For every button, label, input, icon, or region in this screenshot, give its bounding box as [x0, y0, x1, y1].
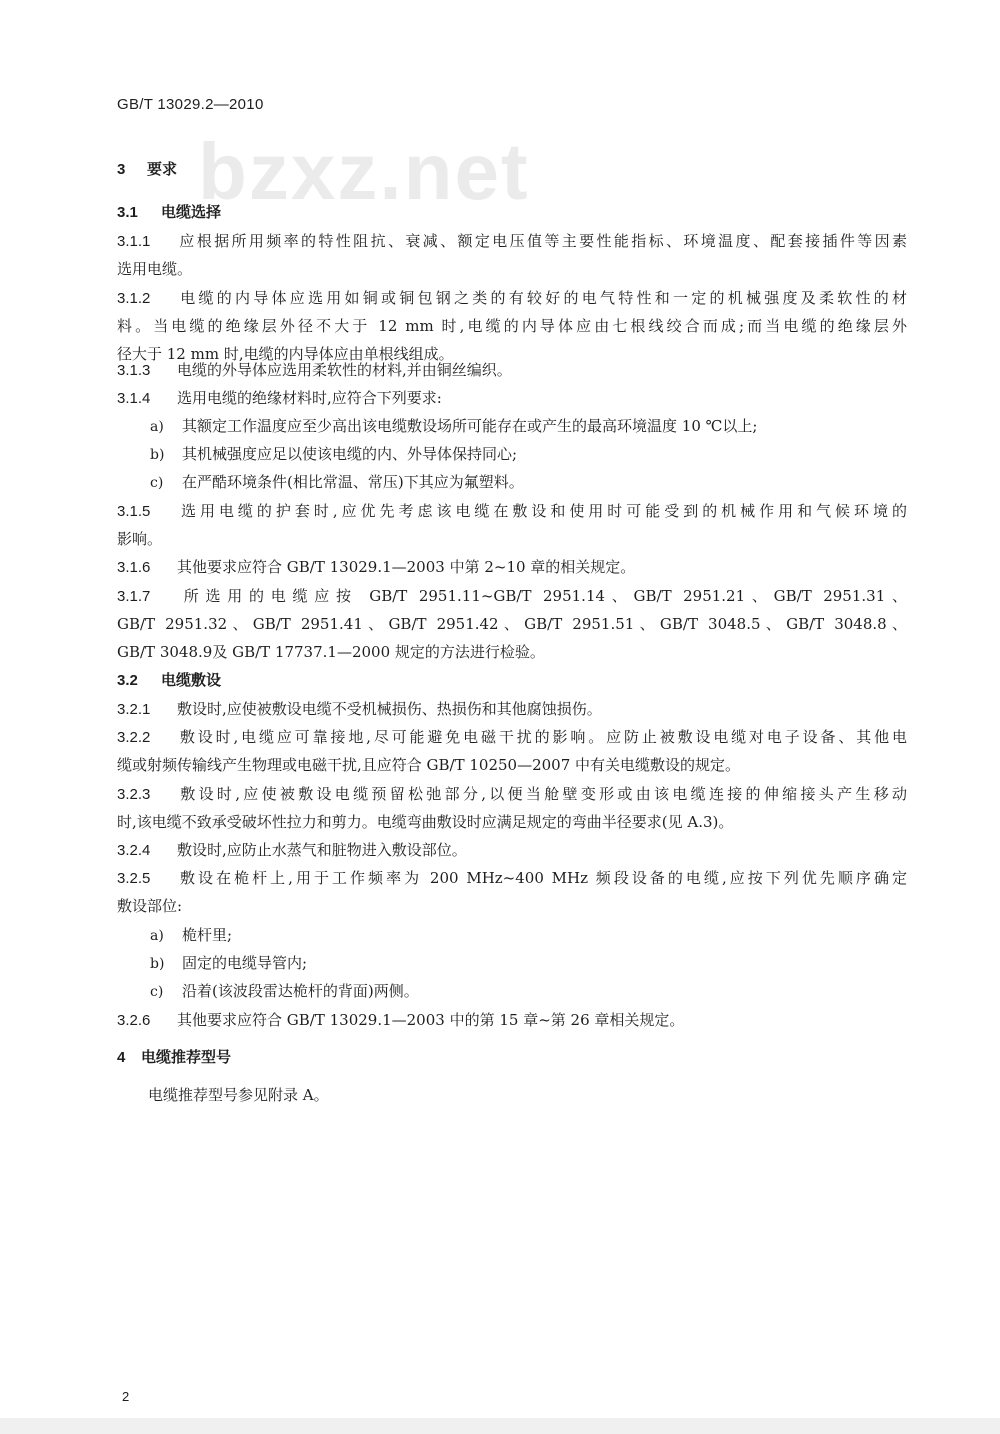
- clause-3-2-2-line-1: [117, 723, 907, 751]
- clause-number: 3.2.3: [117, 786, 151, 803]
- watermark: bzxz.net: [198, 127, 530, 216]
- clause-3-1-4-line: [117, 384, 907, 412]
- clause-3-1-7-line-1: [117, 582, 907, 610]
- clause-text: 应根据所用频率的特性阻抗、衰减、额定电压值等主要性能指标、环境温度、配套接插件等因素: [177, 232, 907, 250]
- clause-3-1-7-line-2: GB/T 2951.32、GB/T 2951.41、GB/T 2951.42、GB/T 2951.51、GB/T 3048.5、GB/T 3048.8、: [117, 615, 907, 633]
- subsection-3-2-heading: [117, 666, 907, 694]
- section-4-heading: [117, 1043, 907, 1071]
- list-item-text: 其机械强度应足以使该电缆的内、外导体保持同心;: [182, 445, 518, 463]
- clause-number: 3.2.6: [117, 1012, 151, 1029]
- clause-3-2-3-line-1: [117, 780, 907, 808]
- clause-3-1-5-line-1: [117, 497, 907, 525]
- clause-3-1-5-line-2: 影响。: [117, 530, 163, 548]
- clause-3-1-1-line-2: 选用电缆。: [117, 260, 193, 278]
- clause-number: 3.1.5: [117, 503, 151, 520]
- clause-3-2-5-line-1: [117, 864, 907, 892]
- clause-3-1-2-line-1: [117, 284, 907, 312]
- list-item: [150, 440, 907, 468]
- clause-3-1-3-line: [117, 356, 907, 384]
- clause-number: 3.2.5: [117, 870, 151, 887]
- list-item: [150, 412, 907, 440]
- standard-header: GB/T 13029.2—2010: [117, 96, 264, 113]
- clause-3-2-5-line-2: 敷设部位:: [117, 897, 183, 915]
- clause-number: 3.1.6: [117, 559, 151, 576]
- list-marker: c): [150, 984, 164, 1000]
- section-title: 电缆推荐型号: [141, 1048, 232, 1066]
- clause-number: 3.1.2: [117, 290, 151, 307]
- subsection-number: 3.1: [117, 204, 138, 221]
- clause-3-2-1-line: [117, 695, 907, 723]
- clause-number: 3.2.1: [117, 701, 151, 718]
- list-item: [150, 977, 907, 1005]
- clause-text: 敷设时,应使被敷设电缆预留松弛部分,以便当舱壁变形或由该电缆连接的伸缩接头产生移动: [177, 785, 907, 803]
- section-title: 要求: [147, 160, 178, 178]
- clause-3-1-2-line-3: 径大于 12 mm 时,电缆的内导体应由单根线组成。: [117, 345, 454, 363]
- clause-text: 其他要求应符合 GB/T 13029.1—2003 中第 2~10 章的相关规定。: [177, 558, 636, 576]
- section-3-heading: [117, 155, 907, 183]
- list-item-text: 桅杆里;: [182, 926, 233, 944]
- clause-3-2-4-line: [117, 836, 907, 864]
- clause-text: 电缆的内导体应选用如铜或铜包钢之类的有较好的电气特性和一定的机械强度及柔软性的材: [177, 289, 907, 307]
- clause-text: 敷设时,电缆应可靠接地,尽可能避免电磁干扰的影响。应防止被敷设电缆对电子设备、其他电: [177, 728, 907, 746]
- section-number: 3: [117, 161, 126, 178]
- clause-number: 3.2.4: [117, 842, 151, 859]
- clause-number: 3.1.4: [117, 390, 151, 407]
- subsection-title: 电缆选择: [161, 203, 222, 221]
- clause-text: 敷设时,应使被敷设电缆不受机械损伤、热损伤和其他腐蚀损伤。: [177, 700, 602, 718]
- clause-text: 其他要求应符合 GB/T 13029.1—2003 中的第 15 章~第 26 章相关规定。: [177, 1011, 685, 1029]
- list-item: [150, 949, 907, 977]
- subsection-3-1-heading: [117, 198, 907, 226]
- clause-text: 电缆的外导体应选用柔软性的材料,并由铜丝编织。: [177, 361, 512, 379]
- clause-number: 3.1.7: [117, 588, 151, 605]
- list-marker: a): [150, 928, 164, 944]
- section-number: 4: [117, 1049, 126, 1066]
- subsection-number: 3.2: [117, 672, 138, 689]
- clause-3-1-2-line-2: 料。当电缆的绝缘层外径不大于 12 mm 时,电缆的内导体应由七根线绞合而成;而当电缆的绝缘层外: [117, 317, 907, 335]
- clause-number: 3.2.2: [117, 729, 151, 746]
- clause-3-2-2-line-2: 缆或射频传输线产生物理或电磁干扰,且应符合 GB/T 10250—2007 中有关电缆敷设的规定。: [117, 756, 741, 774]
- list-item: [150, 468, 907, 496]
- section-4-body: 电缆推荐型号参见附录 A。: [148, 1086, 329, 1104]
- list-item-text: 固定的电缆导管内;: [182, 954, 308, 972]
- clause-number: 3.1.3: [117, 362, 151, 379]
- list-item-text: 其额定工作温度应至少高出该电缆敷设场所可能存在或产生的最高环境温度 10 ℃以上;: [182, 417, 758, 435]
- clause-text: 所选用的电缆应按 GB/T 2951.11~GB/T 2951.14、GB/T 2951.21、GB/T 2951.31、: [177, 587, 907, 605]
- list-marker: b): [150, 956, 165, 972]
- list-item: [150, 921, 907, 949]
- list-item-text: 在严酷环境条件(相比常温、常压)下其应为氟塑料。: [182, 473, 524, 491]
- list-marker: c): [150, 475, 164, 491]
- list-item-text: 沿着(该波段雷达桅杆的背面)两侧。: [182, 982, 419, 1000]
- clause-text: 选用电缆的护套时,应优先考虑该电缆在敷设和使用时可能受到的机械作用和气候环境的: [177, 502, 907, 520]
- bottom-band: [0, 1418, 1000, 1434]
- subsection-title: 电缆敷设: [161, 671, 222, 689]
- clause-3-1-6-line: [117, 553, 907, 581]
- list-marker: a): [150, 419, 164, 435]
- clause-text: 敷设时,应防止水蒸气和脏物进入敷设部位。: [177, 841, 467, 859]
- clause-3-2-3-line-2: 时,该电缆不致承受破坏性拉力和剪力。电缆弯曲敷设时应满足规定的弯曲半径要求(见 A.3)。: [117, 813, 734, 831]
- page-number: 2: [122, 1389, 130, 1404]
- clause-3-1-7-line-3: GB/T 3048.9及 GB/T 17737.1—2000 规定的方法进行检验。: [117, 643, 545, 661]
- clause-3-1-1-line-1: [117, 227, 907, 255]
- clause-number: 3.1.1: [117, 233, 151, 250]
- clause-text: 选用电缆的绝缘材料时,应符合下列要求:: [177, 389, 442, 407]
- clause-text: 敷设在桅杆上,用于工作频率为 200 MHz~400 MHz 频段设备的电缆,应按下列优先顺序确定: [177, 869, 907, 887]
- list-marker: b): [150, 447, 165, 463]
- clause-3-2-6-line: [117, 1006, 907, 1034]
